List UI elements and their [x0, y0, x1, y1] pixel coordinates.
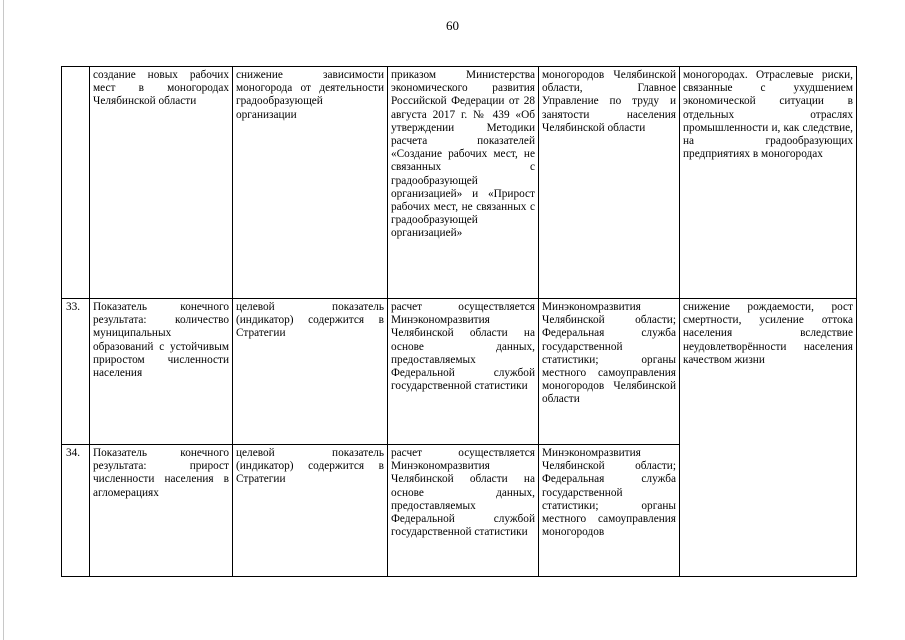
responsible-cell: моногородов Челябинской области, Главное Управление по труду и занятости населения Челябинской области	[539, 67, 680, 299]
indicator-cell: Показатель конечного результата: прирост численности населения в агломерациях	[90, 445, 233, 577]
description-cell: целевой показатель (индикатор) содержится в Стратегии	[233, 445, 388, 577]
indicators-table	[61, 66, 857, 577]
table-row	[62, 299, 857, 445]
responsible-cell: Минэкономразвития Челябинской области; Федеральная служба государственной статистики; органы местного самоуправления моногородов Челябинской области	[539, 299, 680, 445]
risks-cell: моногородах. Отраслевые риски, связанные с ухудшением экономической ситуации в отдельных отраслях промышленности и, как следствие, на градообразующих предприятиях в моногородах	[680, 67, 857, 299]
method-cell: расчет осуществляется Минэкономразвития Челябинской области на основе данных, предоставляемых Федеральной службой государственной статистики	[388, 299, 539, 445]
indicator-cell: создание новых рабочих мест в моногородах Челябинской области	[90, 67, 233, 299]
method-cell: расчет осуществляется Минэкономразвития Челябинской области на основе данных, предоставляемых Федеральной службой государственной статистики	[388, 445, 539, 577]
row-number-cell: 34.	[62, 445, 90, 577]
description-cell: целевой показатель (индикатор) содержится в Стратегии	[233, 299, 388, 445]
responsible-cell: Минэкономразвития Челябинской области; Федеральная служба государственной статистики; органы местного самоуправления моногородов	[539, 445, 680, 577]
indicator-cell: Показатель конечного результата: количество муниципальных образований с устойчивым приростом численности населения	[90, 299, 233, 445]
method-cell: приказом Министерства экономического развития Российской Федерации от 28 августа 2017 г. № 439 «Об утверждении Методики расчета показателей «Создание рабочих мест, не связанных с градообразующей организацией» и «Прирост рабочих мест, не связанных с градообразующей организацией»	[388, 67, 539, 299]
table-row	[62, 67, 857, 299]
description-cell: снижение зависимости моногорода от деятельности градообразующей организации	[233, 67, 388, 299]
row-number-cell: 33.	[62, 299, 90, 445]
risks-cell: снижение рождаемости, рост смертности, усиление оттока населения вследствие неудовлетворённости населения качеством жизни	[680, 299, 857, 577]
row-number-cell	[62, 67, 90, 299]
scan-edge-line	[3, 0, 4, 640]
page-number: 60	[446, 18, 459, 33]
